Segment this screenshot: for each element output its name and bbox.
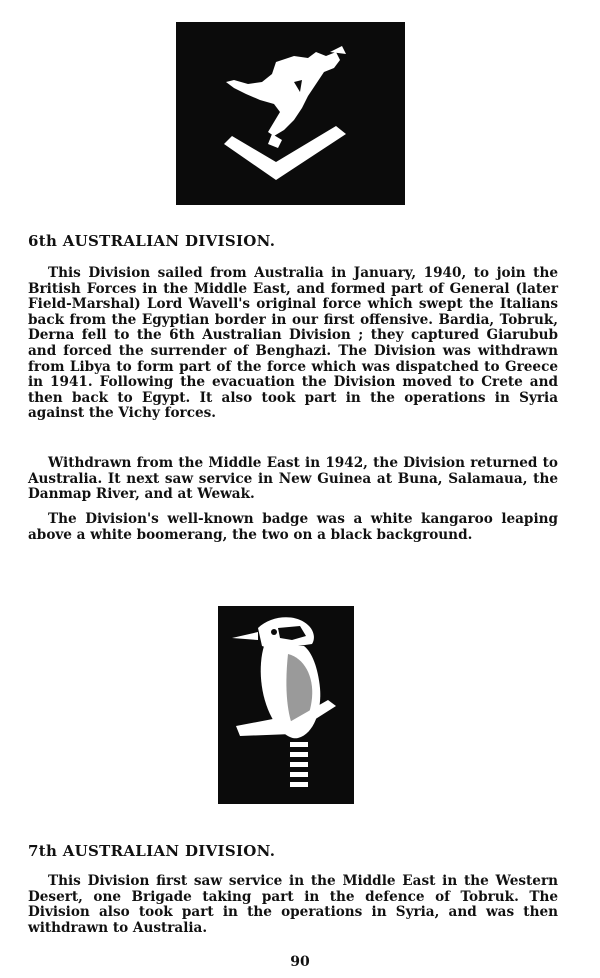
- kangaroo-boomerang-icon: [176, 22, 405, 205]
- section-heading-7th-division: 7th AUSTRALIAN DIVISION.: [28, 842, 276, 860]
- paragraph: This Division first saw service in the Middle East in the Western Desert, one Brigade taking part in the defence of Tobruk. The Division also took part in the operations in Syria, and was then withdrawn to Australia.: [28, 873, 558, 936]
- paragraph: Withdrawn from the Middle East in 1942, the Division returned to Australia. It next saw service in New Guinea at Buna, Salamaua, the Danmap River, and at Wewak.: [28, 455, 558, 503]
- paragraph: The Division's well-known badge was a white kangaroo leaping above a white boomerang, the two on a black background.: [28, 511, 558, 543]
- sixth-division-badge: [176, 22, 405, 205]
- seventh-division-badge: [218, 606, 354, 804]
- paragraph: This Division sailed from Australia in January, 1940, to join the British Forces in the Middle East, and formed part of General (later Field-Marshal) Lord Wavell's original force which swept the Italians back from the Egyptian border in our first offensive. Bardia, Tobruk, Derna fell to the 6th Australian Division ; they captured Giarubub and forced the surrender of Benghazi. The Division was withdrawn from Libya to form part of the force which was dispatched to Greece in 1941. Following the evacuation the Division moved to Crete and then back to Egypt. It also took part in the operations in Syria against the Vichy forces.: [28, 265, 558, 422]
- section-heading-6th-division: 6th AUSTRALIAN DIVISION.: [28, 232, 276, 250]
- page-number: 90: [290, 954, 310, 970]
- kookaburra-icon: [218, 606, 354, 804]
